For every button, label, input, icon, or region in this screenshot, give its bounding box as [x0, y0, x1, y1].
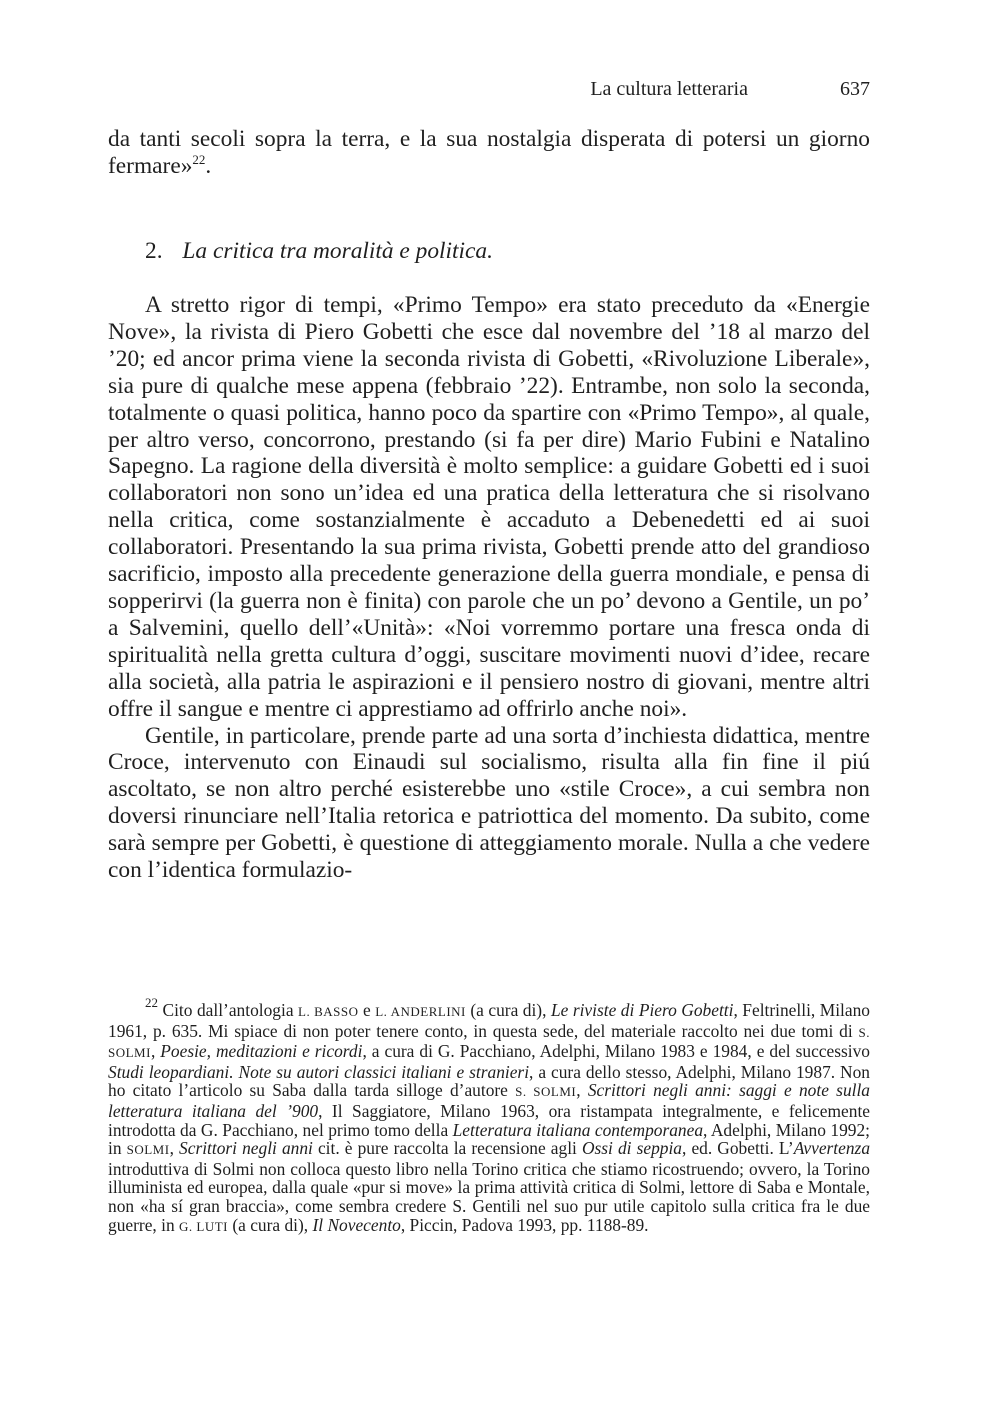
fn-text: , a cura di G. Pacchiano, Adelphi, Milano 1983 e 1984, e del successivo — [362, 1041, 870, 1062]
section-title: La critica tra moralità e politica. — [182, 238, 493, 264]
paragraph-2: Gentile, in particolare, prende parte ad una sorta d’inchiesta didattica, mentre Croce, intervenuto con Einaudi sul socialismo, risulta alla fin fine il piú ascoltato, se non altro perché esisterebbe uno «stile Croce», a cui sembra non doversi rinunciare nell’Italia retorica e patriottica del momento. Da subito, come sarà sempre per Gobetti, è questione di atteggiamento morale. Nulla a che vedere con l’identica formulazio- — [108, 722, 870, 884]
fn-title: Il Novecento — [312, 1214, 401, 1235]
fn-text: Cito dall’antologia — [162, 1000, 299, 1020]
fn-author: L. BASSO — [298, 1004, 359, 1019]
fn-text: , Feltrinelli, Milano 1961, p. 635. Mi spiace di non poter tenere conto, in questa sede, del materiale raccolto nei due tomi di — [108, 1000, 870, 1041]
fn-title: Scrittori negli anni — [179, 1138, 313, 1159]
fn-title: Le riviste di Piero Gobetti — [550, 1000, 734, 1020]
page-number: 637 — [840, 78, 870, 100]
continuation-end: . — [205, 152, 212, 179]
fn-text: cit. è pure raccolta la recensione agli — [312, 1138, 582, 1159]
fn-author: S. SOLMI — [515, 1084, 577, 1100]
fn-title: Studi leopardiani. Note su autori classici italiani e stranieri — [108, 1061, 530, 1082]
fn-text: introduttiva di Solmi non colloca questo libro nella Torino critica che stiamo ricostruendo; ovvero, la Torino illuminista ed europea, dalla quale «pur si move» la prima attività critica di Solmi, lettore di Saba e Montale, non «ha sí gran braccia», come sembra credere S. Gentili nel suo pur utile capitolo sulla critica fra le due guerre, in — [108, 1158, 870, 1235]
fn-author: SOLMI — [126, 1142, 170, 1158]
section-heading — [145, 238, 493, 265]
fn-text: , — [169, 1138, 180, 1159]
footnote-mark: 22 — [145, 995, 158, 1010]
fn-title: Scrittori negli anni: saggi e note sulla letteratura italiana del ’900 — [108, 1080, 870, 1121]
fn-text: , Adelphi, Milano 1992; in — [108, 1119, 870, 1159]
fn-text: (a cura di), — [465, 1000, 551, 1020]
main-text — [108, 292, 870, 884]
footnotes — [108, 995, 871, 1236]
fn-text: , Il Saggiatore, Milano 1963, ora ristampata integralmente, e felicemente introdotta da G. Pacchiano, nel primo tomo della — [108, 1100, 870, 1140]
fn-author: S. SOLMI — [108, 1024, 870, 1061]
fn-text: , — [576, 1080, 588, 1101]
fn-author: L. ANDERLINI — [375, 1004, 466, 1019]
continuation-paragraph — [108, 126, 870, 180]
fn-title: Letteratura italiana contemporanea — [452, 1119, 704, 1140]
fn-text: , ed. Gobetti. L’ — [682, 1138, 794, 1159]
fn-title: Poesie, meditazioni e ricordi — [160, 1041, 363, 1062]
fn-title: Ossi di seppia — [581, 1138, 682, 1159]
section-number: 2. — [145, 238, 163, 264]
fn-title: Avvertenza — [793, 1138, 871, 1159]
fn-text: , a cura dello stesso, Adelphi, Milano 1987. Non ho citato l’articolo su Saba dalla tarda silloge d’autore — [108, 1061, 871, 1101]
running-title: La cultura letteraria — [590, 78, 748, 100]
footnote-reference: 22 — [192, 151, 206, 167]
fn-text: , Piccin, Padova 1993, pp. 1188-89. — [400, 1214, 649, 1235]
footnote-22 — [108, 995, 871, 1236]
fn-text: , — [150, 1041, 161, 1062]
running-header — [108, 78, 870, 108]
continuation-line: da tanti secoli sopra la terra, e la sua nostalgia disperata di potersi un giorno fermare» — [108, 126, 870, 179]
paragraph-1: A stretto rigor di tempi, «Primo Tempo» era stato preceduto da «Energie Nove», la rivista di Piero Gobetti che esce dal novembre del ’18 al marzo del ’20; ed ancor prima viene la seconda rivista di Gobetti, «Rivoluzione Liberale», sia pure di qualche mese appena (febbraio ’22). Entrambe, non solo la seconda, totalmente o quasi politica, hanno poco da spartire con «Primo Tempo», al quale, per altro verso, concorrono, prestando (si fa per dire) Mario Fubini e Natalino Sapegno. La ragione della diversità è molto semplice: a guidare Gobetti ed i suoi collaboratori non sono un’idea ed una pratica della letteratura che si risolvano nella critica, come sostanzialmente è accaduto a Debenedetti ed ai suoi collaboratori. Presentando la sua prima rivista, Gobetti prende atto del grandioso sacrificio, imposto alla precedente generazione della guerra mondiale, e pensa di sopperirvi (la guerra non è finita) con parole che un po’ devono a Gentile, un po’ a Salvemini, quello dell’«Unità»: «Noi vorremmo portare una fresca onda di spiritualità nella gretta cultura d’oggi, suscitare movimenti nuovi d’idee, recare alla società, alla patria le aspirazioni e il pensiero nostro di giovani, mentre altri offre il sangue e mentre ci apprestiamo ad offrirlo anche noi». — [108, 292, 870, 722]
continuation-text — [108, 126, 870, 180]
fn-author: G. LUTI — [178, 1218, 228, 1234]
fn-text: e — [358, 1000, 376, 1020]
fn-text: (a cura di), — [227, 1214, 313, 1235]
